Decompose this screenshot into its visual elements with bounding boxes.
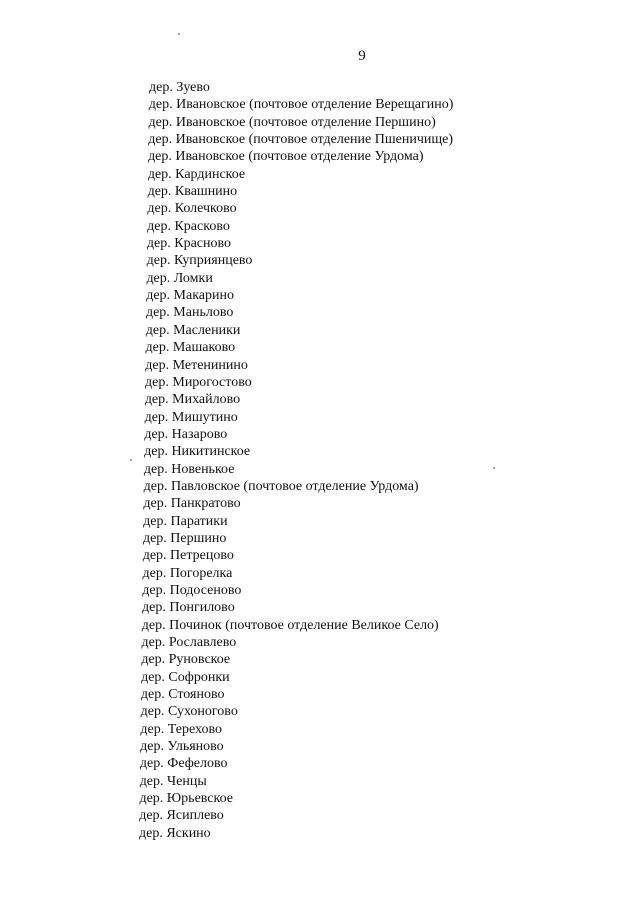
list-item: дер. Маньлово [145,305,234,321]
list-item: дер. Ломки [146,270,213,286]
list-item: дер. Подосеново [142,582,242,598]
list-item: дер. Панкратово [143,496,241,512]
list-item: дер. Красково [147,218,230,234]
list-item: дер. Никитинское [144,444,251,460]
scan-speck [493,467,495,469]
list-item: дер. Зуево [149,80,210,95]
list-item: дер. Погорелка [142,565,233,581]
list-item: дер. Ульяново [140,739,224,755]
list-item: дер. Юрьевское [139,791,233,807]
list-item: дер. Ченцы [139,773,207,789]
list-item: дер. Куприянцево [146,253,253,269]
list-item: дер. Ивановское (почтовое отделение Верещагино) [148,97,454,113]
list-item: дер. Ясиплево [139,808,224,824]
list-item: дер. Стояново [140,687,225,703]
list-item: дер. Красново [146,236,232,252]
list-item: дер. Рославлево [141,635,237,650]
scan-speck [130,459,132,461]
list-item: дер. Софронки [141,669,230,685]
list-item: дер. Петрецово [142,548,234,564]
list-item: дер. Колечково [147,201,237,217]
list-item: дер. Яскино [139,825,211,841]
list-item: дер. Кардинское [147,166,246,182]
list-item: дер. Назарово [144,426,228,442]
list-item: дер. Паратики [143,513,228,529]
list-item: дер. Терехово [140,721,222,737]
list-item: дер. Ивановское (почтовое отделение Пшеничище) [148,132,454,148]
list-item: дер. Макарино [146,288,234,304]
scan-speck [178,33,180,35]
list-item: дер. Машаково [145,340,236,356]
list-item: дер. Фефелово [139,756,228,772]
list-item: дер. Ивановское (почтовое отделение Першино) [148,114,436,130]
list-item: дер. Мирогостово [145,374,252,390]
list-item: дер. Квашнино [147,184,238,200]
list-item: дер. Метенинино [145,357,248,373]
page-number: 9 [358,48,366,64]
list-item: дер. Масленики [145,322,241,338]
list-item: дер. Сухоногово [140,704,238,720]
list-item: дер. Новенькое [143,461,235,477]
list-item: дер. Михайлово [144,392,241,408]
list-item: дер. Руновское [141,652,231,668]
list-item: дер. Починок (почтовое отделение Великое Село) [141,617,439,633]
list-item: дер. Першино [142,530,227,546]
list-item: дер. Понгилово [142,600,235,616]
list-item: дер. Ивановское (почтовое отделение Урдома) [148,149,424,165]
list-item: дер. Мишутино [144,409,238,425]
settlement-list [0,79,640,842]
list-item: дер. Павловское (почтовое отделение Урдома) [143,478,419,494]
